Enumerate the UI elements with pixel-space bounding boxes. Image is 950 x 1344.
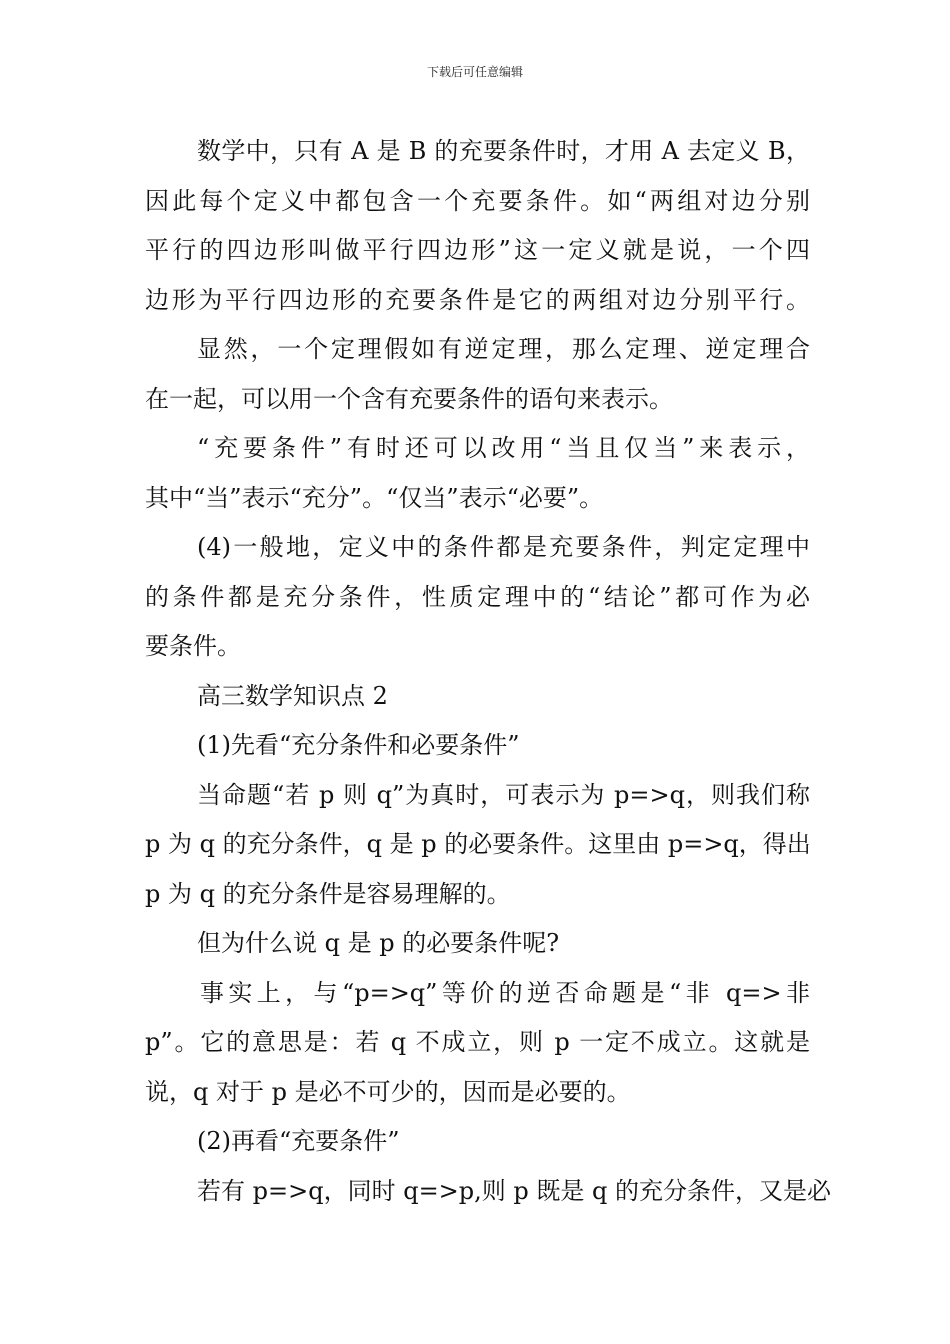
text-line: 平行的四边形叫做平行四边形”这一定义就是说，一个四 [145, 236, 810, 264]
text-line: 要条件。 [145, 632, 241, 660]
section-heading: 高三数学知识点 2 [197, 681, 388, 710]
text-line: 显然，一个定理假如有逆定理，那么定理、逆定理合 [197, 335, 810, 363]
text-line: 在一起，可以用一个含有充要条件的语句来表示。 [145, 384, 673, 413]
text-line: 若有 p=>q，同时 q=>p,则 p 既是 q 的充分条件，又是必 [197, 1176, 832, 1205]
text-line: “充要条件”有时还可以改用“当且仅当”来表示， [197, 434, 810, 462]
document-body [145, 127, 832, 1216]
text-line: p 为 q 的充分条件，q 是 p 的必要条件。这里由 p=>q，得出 [145, 830, 811, 858]
text-line: 数学中，只有 A 是 B 的充要条件时，才用 A 去定义 B， [197, 137, 810, 165]
text-line: (1)先看“充分条件和必要条件” [197, 731, 520, 759]
text-line: 的条件都是充分条件，性质定理中的“结论”都可作为必 [145, 582, 810, 611]
text-line: p 为 q 的充分条件是容易理解的。 [145, 879, 511, 908]
text-line: 说，q 对于 p 是必不可少的，因而是必要的。 [145, 1077, 631, 1106]
text-line: 但为什么说 q 是 p 的必要条件呢? [197, 929, 560, 957]
text-line: p”。它的意思是：若 q 不成立，则 p 一定不成立。这就是 [145, 1028, 810, 1056]
text-line: (4)一般地，定义中的条件都是充要条件，判定定理中 [197, 533, 810, 561]
text-line: 其中“当”表示“充分”。“仅当”表示“必要”。 [145, 483, 604, 512]
text-line: 当命题“若 p 则 q”为真时，可表示为 p=>q，则我们称 [197, 780, 810, 809]
text-line: (2)再看“充要条件” [197, 1127, 400, 1155]
text-line: 事实上，与“p=>q”等价的逆否命题是“非 q=>非 [200, 978, 810, 1007]
page-header: 下载后可任意编辑 [426, 65, 523, 79]
text-line: 因此每个定义中都包含一个充要条件。如“两组对边分别 [145, 186, 810, 215]
text-line: 边形为平行四边形的充要条件是它的两组对边分别平行。 [145, 285, 810, 314]
